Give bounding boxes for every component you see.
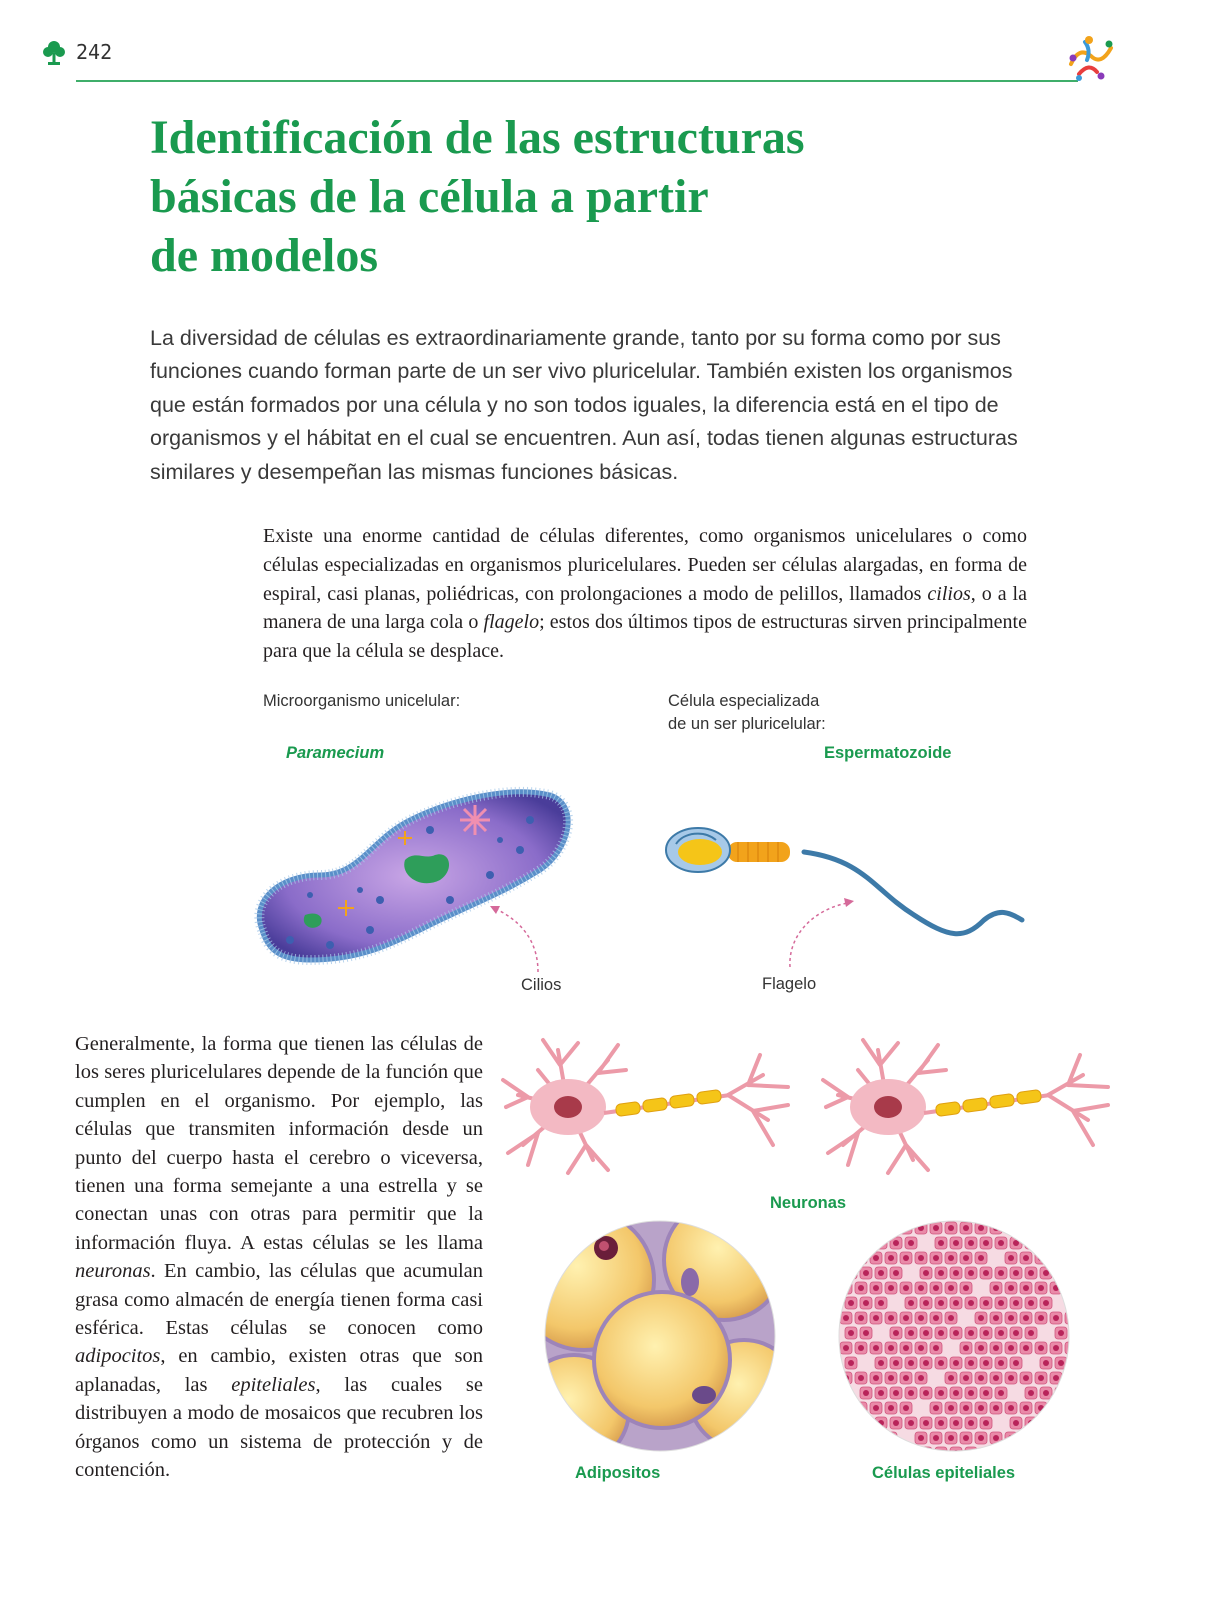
cilios-pointer: [490, 900, 550, 975]
intro-paragraph: [150, 322, 1062, 489]
term-adipocitos: adipocitos: [75, 1345, 161, 1368]
page-title: [150, 108, 1050, 285]
text-run: ; estos dos últimos tipos de estructuras sirven principalmente para que la célula se desplace.: [263, 611, 1027, 663]
epithelial-cells-illustration: [838, 1220, 1070, 1452]
flagelo-pointer: [784, 895, 854, 970]
adipocytes-caption: Adipositos: [575, 1464, 661, 1482]
cell-diversity-paragraph: [263, 522, 1027, 666]
title-line-1: Identificación de las estructuras: [150, 111, 805, 164]
text-run: , en cambio, existen otras que son aplanadas, las: [75, 1345, 483, 1396]
adipocytes-illustration: [544, 1220, 776, 1452]
tree-logo-icon: [42, 40, 66, 66]
term-neuronas: neuronas: [75, 1260, 151, 1283]
header-rule: [76, 80, 1078, 82]
specialized-label-2: de un ser pluricelular:: [668, 715, 826, 733]
intro-line: que están formados por una célula y no son todos iguales, la diferencia está en el tipo de: [150, 392, 999, 417]
cell-function-paragraph: [75, 1030, 483, 1485]
specialized-label-1: Célula especializada: [668, 692, 820, 710]
intro-line: organismos y el hábitat en el cual se encuentren. Aun así, todas tienen algunas estructuras: [150, 426, 1018, 451]
term-cilios: cilios: [927, 582, 971, 605]
text-run: , las cuales se distribuyen a modo de mosaicos que recubren los órganos como un sistema de protección y de contención.: [75, 1373, 483, 1482]
dancing-figures-icon: [1065, 34, 1117, 82]
paramecium-caption: Paramecium: [286, 744, 385, 762]
term-epiteliales: epiteliales: [231, 1373, 316, 1396]
text-run: Generalmente, la forma que tienen las células de los seres pluricelulares depende de la función que cumplen en el organismo. Por ejemplo, las células que transmiten información desde un punto del cuerpo hasta el cerebro o viceversa, tienen una forma semejante a una estrella y se conectan unas con otras para permitir que la información fluya. A estas células se les llama: [75, 1033, 483, 1254]
intro-line: funciones cuando forman parte de un ser vivo pluricelular. También existen los organismos: [150, 359, 1013, 384]
neurons-caption: Neuronas: [770, 1194, 847, 1212]
title-line-2: básicas de la célula a partir: [150, 170, 709, 223]
cilios-label: Cilios: [521, 976, 562, 994]
text-run: . En cambio, las células que acumulan grasa como almacén de energía tienen forma casi esférica. Estas células se conocen como: [75, 1260, 483, 1340]
text-run: Existe una enorme cantidad de células diferentes, como organismos unicelulares o como células especializadas en organismos pluricelulares. Pueden ser células alargadas, en forma de espiral, casi planas, poliédricas, con prolongaciones a modo de pelillos, llamados: [263, 525, 1027, 605]
intro-line: La diversidad de células es extraordinariamente grande, tanto por su forma como por sus: [150, 326, 1001, 350]
sperm-caption: Espermatozoide: [824, 744, 952, 762]
neuron-illustration-right: [818, 1035, 1118, 1175]
term-flagelo: flagelo: [483, 611, 540, 634]
page-number: 242: [76, 40, 113, 64]
flagelo-label: Flagelo: [762, 975, 817, 993]
intro-line: similares y desempeñan las mismas funciones básicas.: [150, 459, 679, 484]
text-run: , o a la manera de una larga cola o: [263, 582, 1027, 634]
title-line-3: de modelos: [150, 229, 378, 282]
neuron-illustration-left: [498, 1035, 798, 1175]
epithelial-caption: Células epiteliales: [872, 1464, 1016, 1482]
unicellular-label: Microorganismo unicelular:: [263, 692, 461, 710]
